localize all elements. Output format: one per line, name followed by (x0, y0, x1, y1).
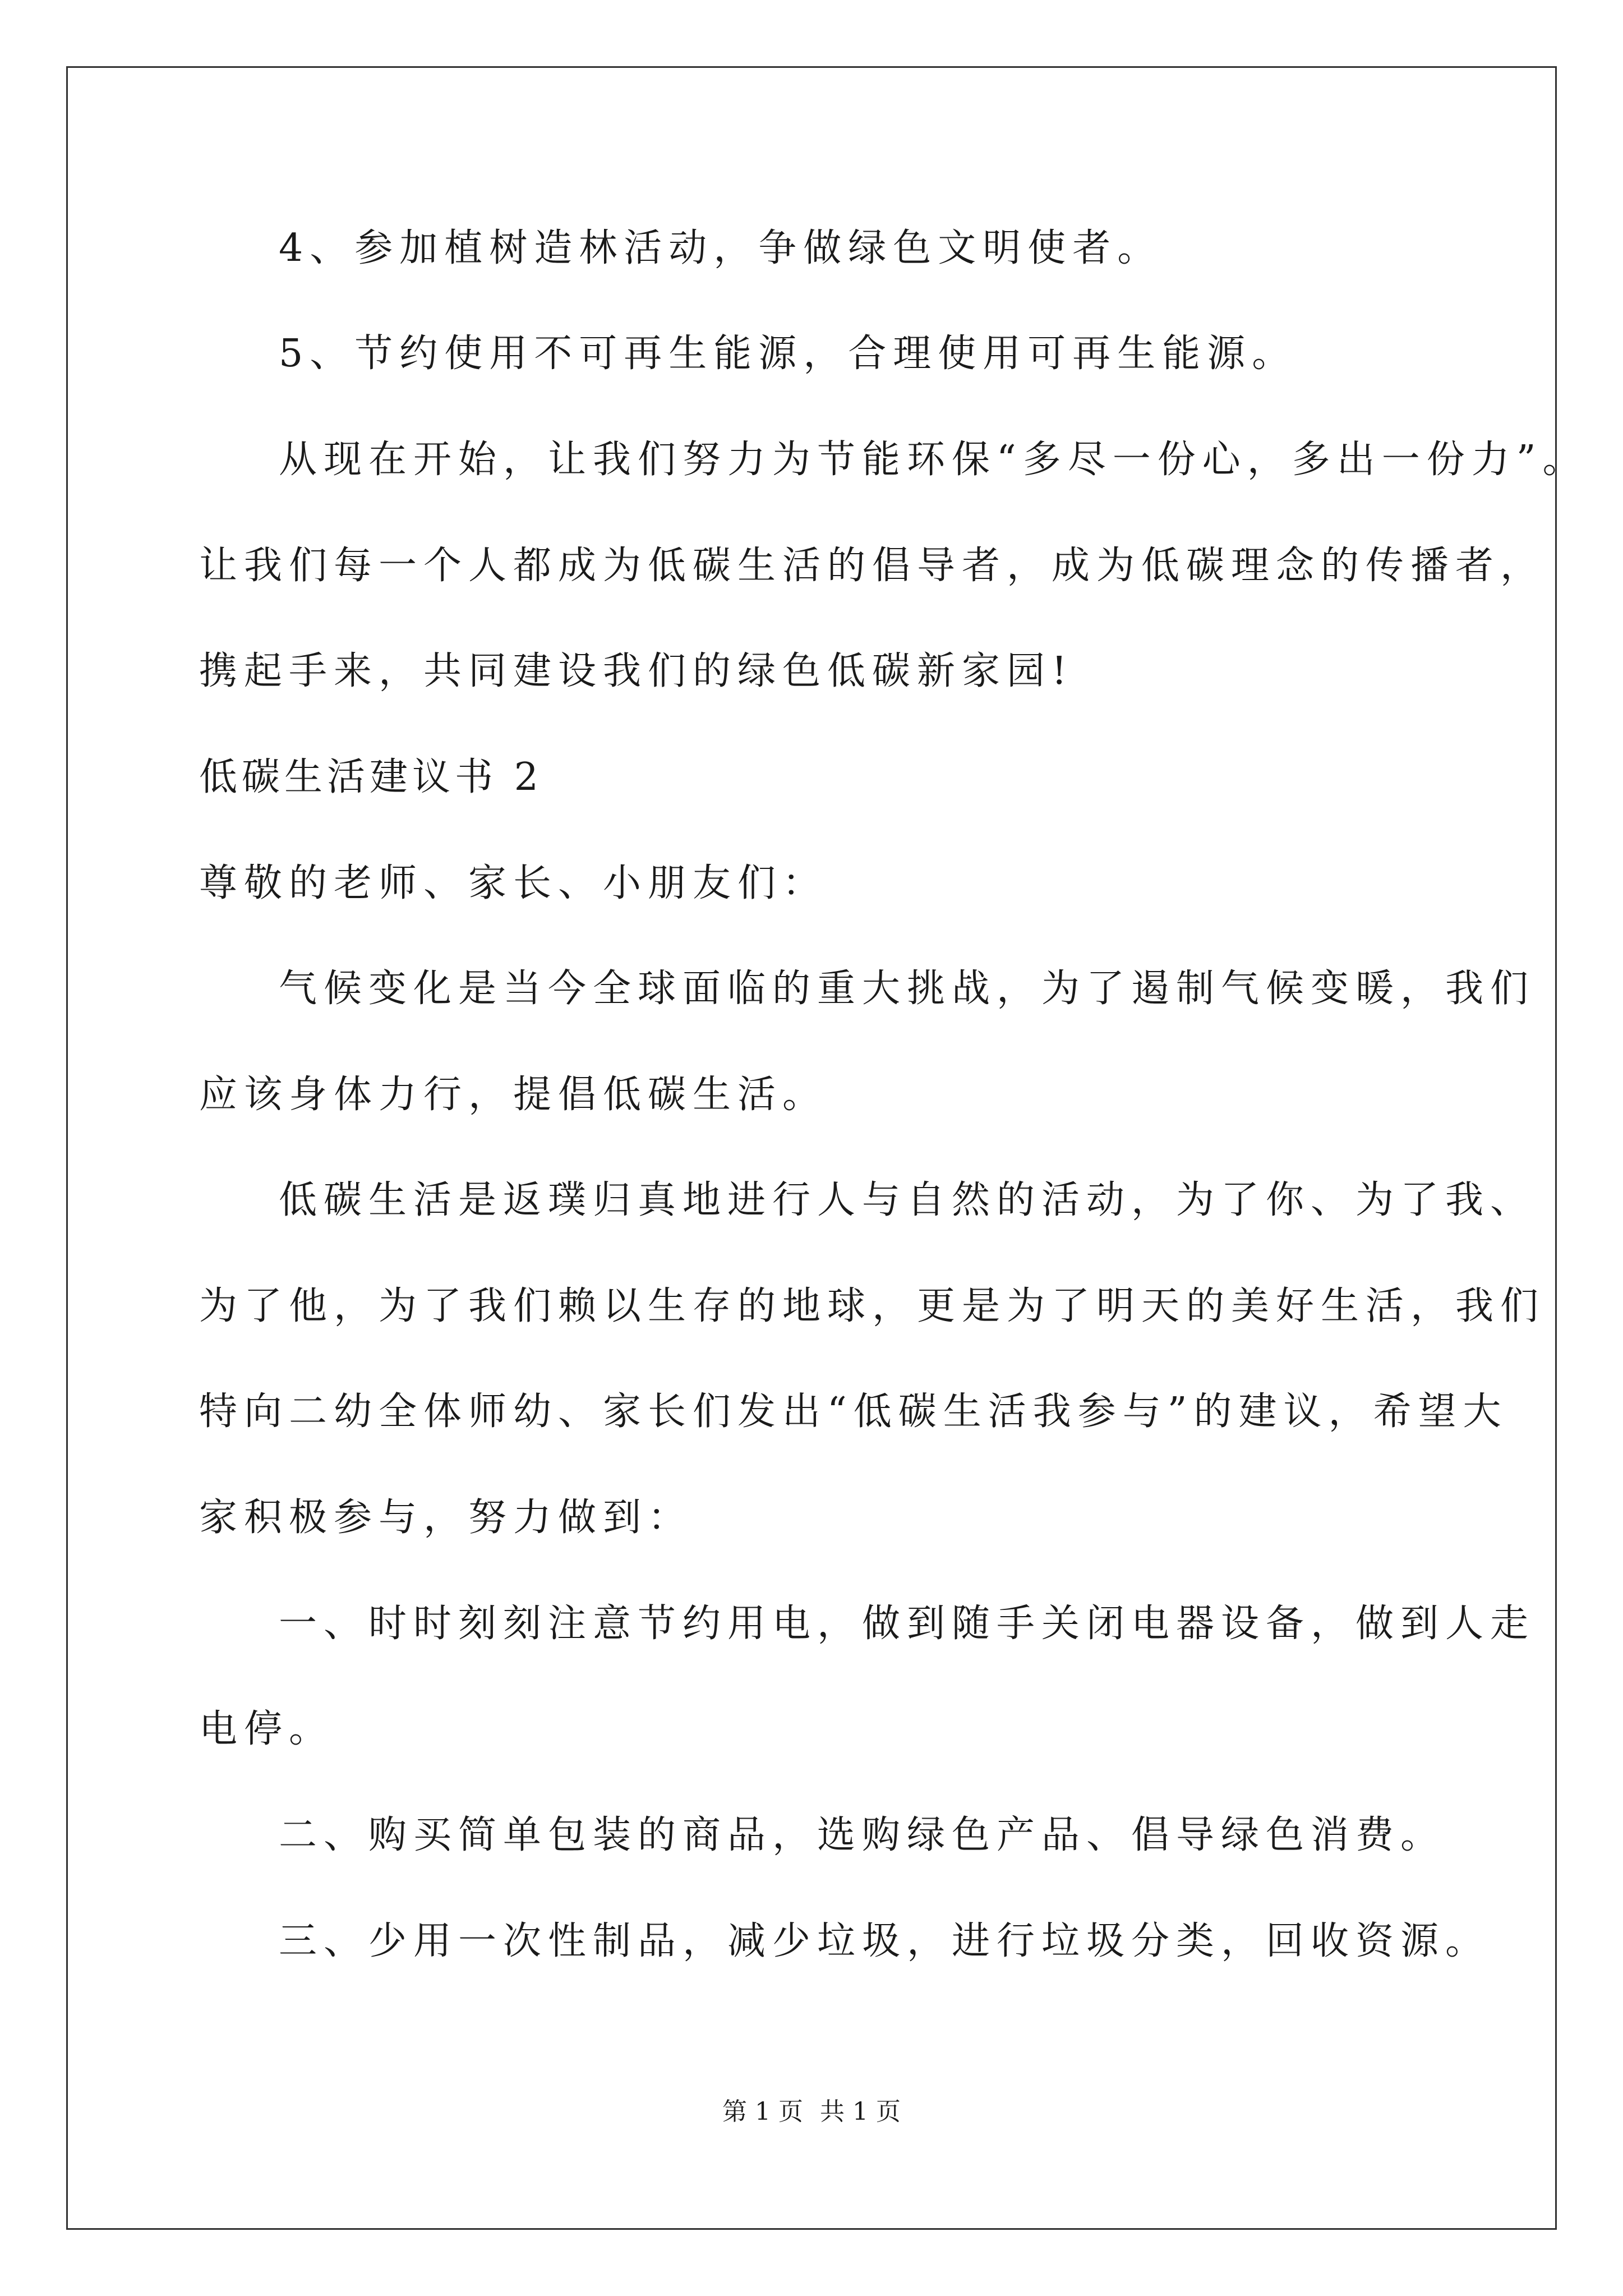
paragraph-line: 从现在开始，让我们努力为节能环保“多尽一份心，多出一份力”。 (279, 438, 1588, 482)
paragraph-line: 三、少用一次性制品，减少垃圾，进行垃圾分类，回收资源。 (279, 1919, 1491, 1963)
paragraph-line: 为了他，为了我们赖以生存的地球，更是为了明天的美好生活，我们 (199, 1284, 1546, 1328)
paragraph-line: 低碳生活是返璞归真地进行人与自然的活动，为了你、为了我、 (279, 1178, 1536, 1222)
paragraph-line: 气候变化是当今全球面临的重大挑战，为了遏制气候变暖，我们 (279, 967, 1536, 1011)
paragraph-line: 一、时时刻刻注意节约用电，做到随手关闭电器设备，做到人走 (279, 1602, 1536, 1646)
salutation: 尊敬的老师、家长、小朋友们： (199, 861, 828, 905)
paragraph-line: 让我们每一个人都成为低碳生活的倡导者，成为低碳理念的传播者， (199, 544, 1546, 588)
paragraph-line: 电停。 (199, 1707, 334, 1751)
page-border (66, 66, 1557, 2230)
paragraph-line: 二、购买简单包装的商品，选购绿色产品、倡导绿色消费。 (279, 1813, 1446, 1857)
paragraph-line: 特向二幼全体师幼、家长们发出“低碳生活我参与”的建议，希望大 (199, 1389, 1508, 1434)
page-number: 第 1 页 (722, 2097, 803, 2126)
paragraph-line: 5、节约使用不可再生能源，合理使用可再生能源。 (279, 332, 1297, 376)
paragraph-line: 携起手来，共同建设我们的绿色低碳新家园! (199, 649, 1074, 693)
page-footer (0, 2098, 1623, 2126)
page-total: 共 1 页 (820, 2097, 901, 2126)
section-heading: 低碳生活建议书 2 (199, 755, 543, 799)
paragraph-line: 应该身体力行，提倡低碳生活。 (199, 1073, 828, 1117)
paragraph-line: 4、参加植树造林活动，争做绿色文明使者。 (279, 226, 1163, 270)
paragraph-line: 家积极参与，努力做到： (199, 1496, 693, 1540)
